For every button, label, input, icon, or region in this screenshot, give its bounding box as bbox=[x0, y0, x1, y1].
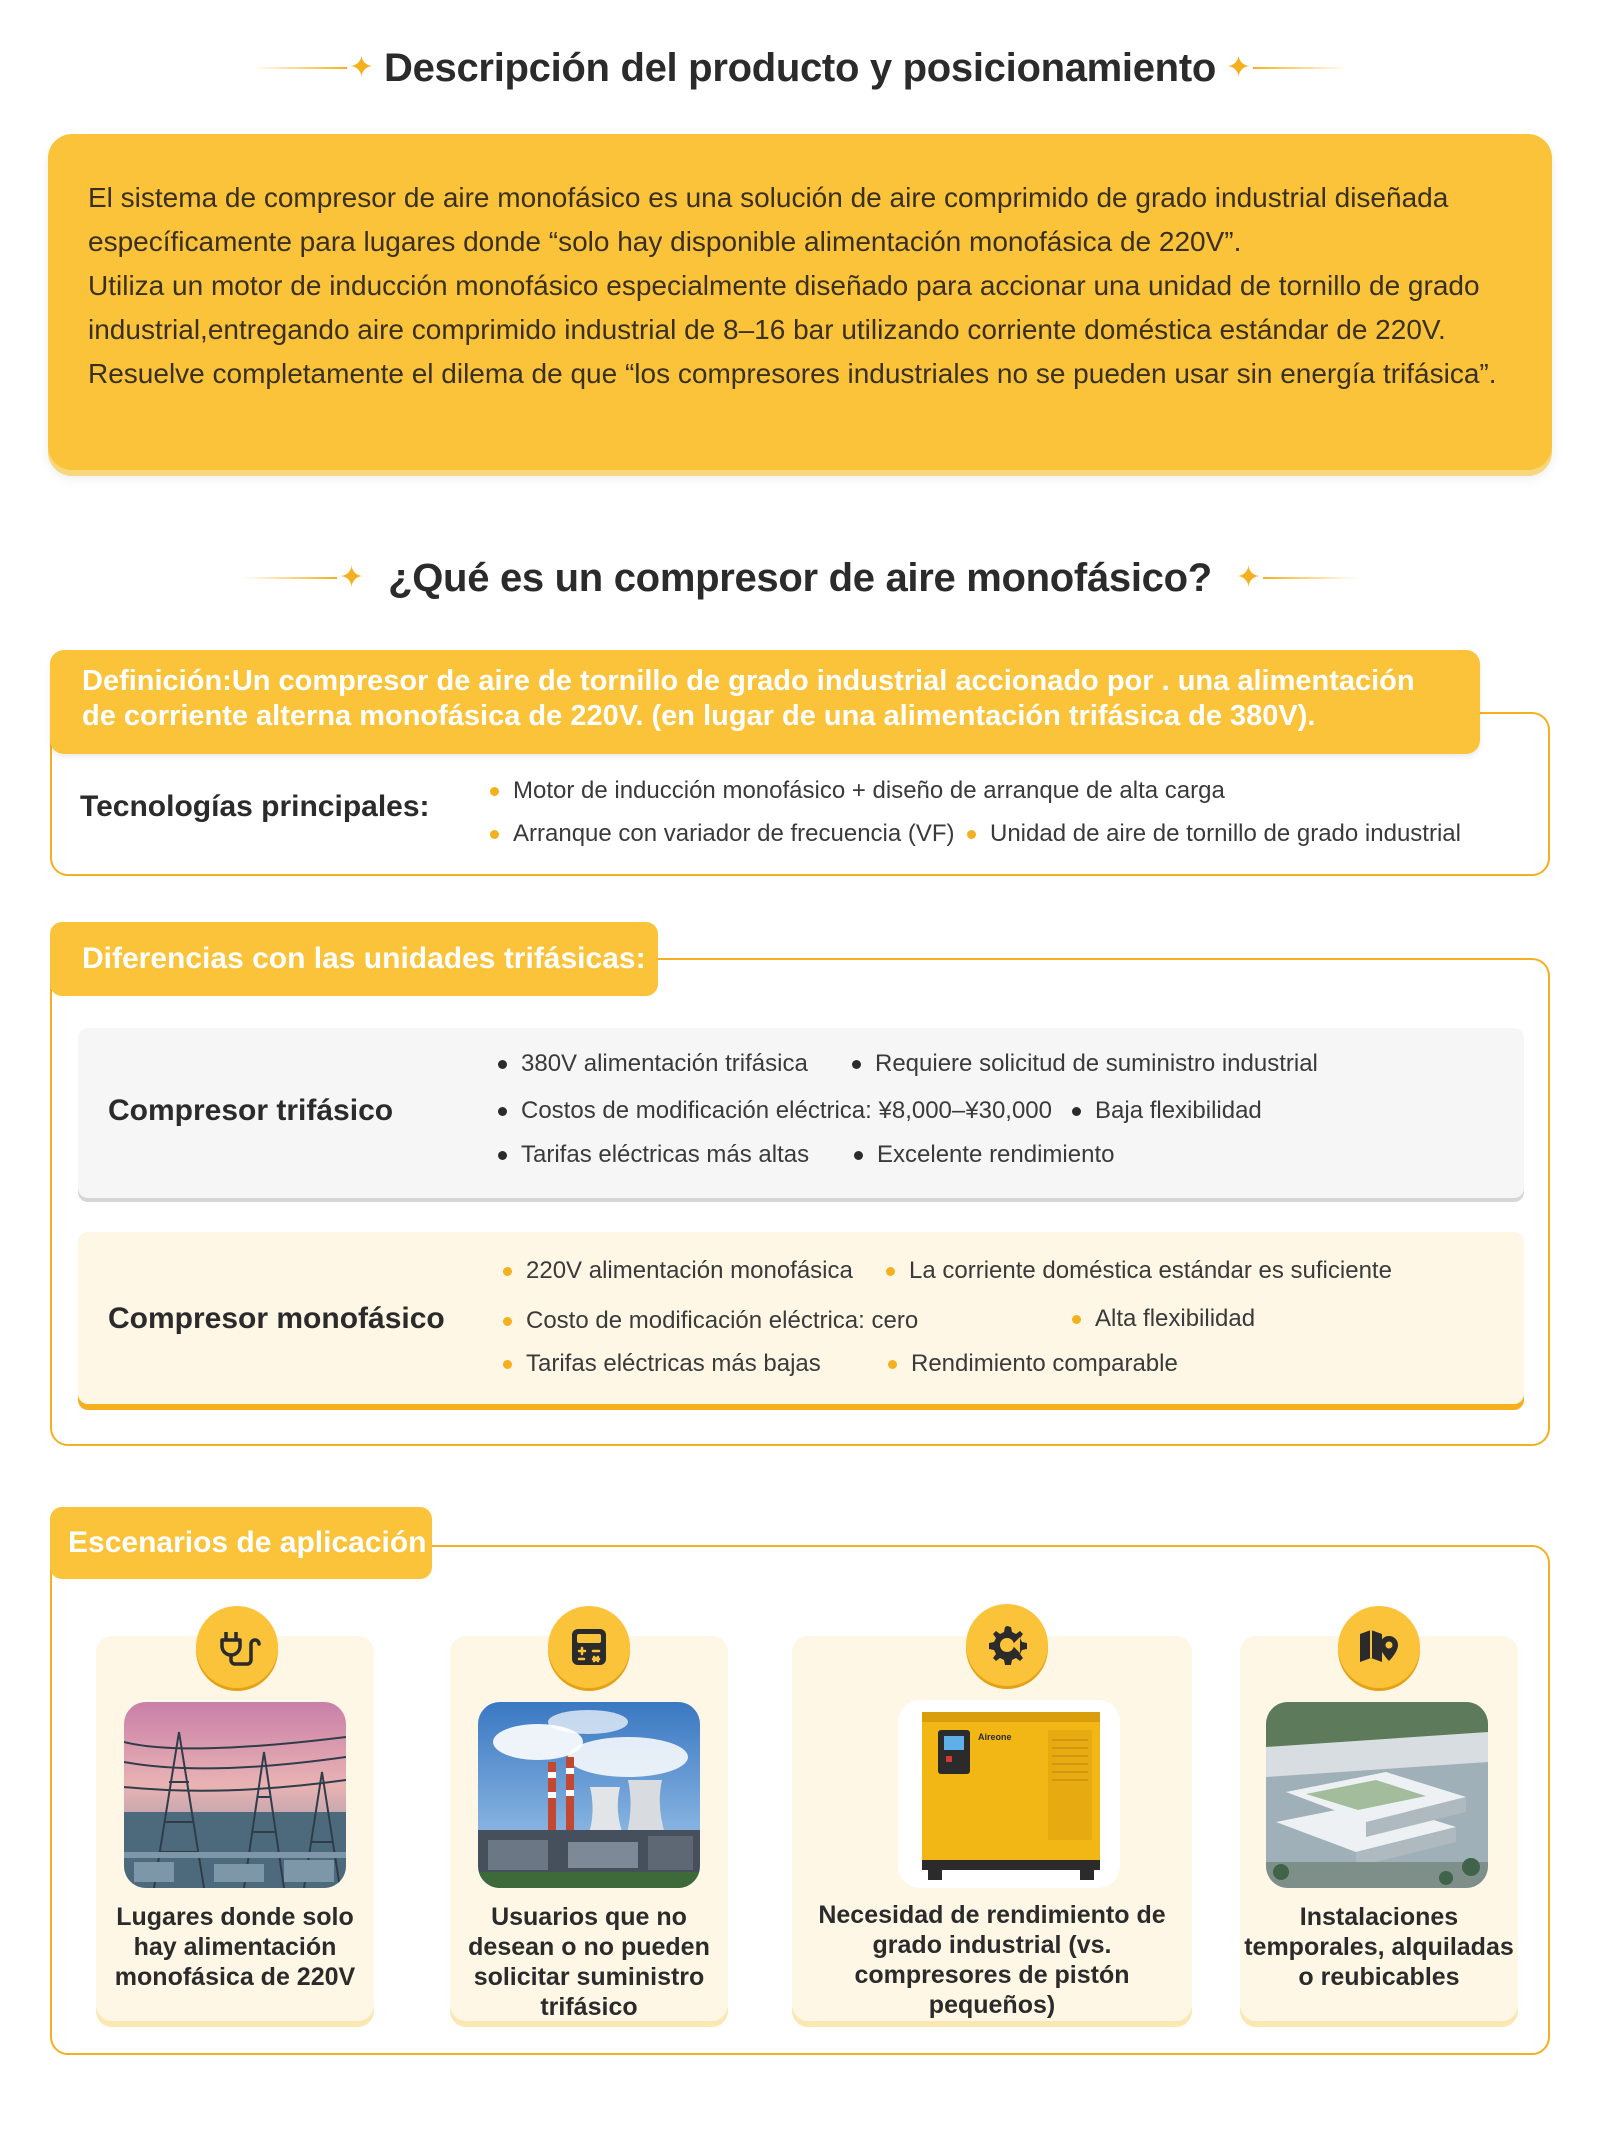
calculator-icon bbox=[548, 1606, 630, 1688]
single-phase-point: Alta flexibilidad bbox=[1072, 1305, 1255, 1333]
bullet-dot-icon bbox=[498, 1060, 507, 1069]
bullet-dot-icon bbox=[854, 1151, 863, 1160]
applications-tab: Escenarios de aplicación bbox=[50, 1507, 432, 1579]
bullet-dot-icon bbox=[886, 1267, 895, 1276]
application-text: Lugares donde solo hay alimentación monofásica de 220V bbox=[114, 1903, 356, 1991]
section-heading: ¿Qué es un compresor de aire monofásico? bbox=[388, 555, 1212, 600]
technologies-label: Tecnologías principales: bbox=[80, 790, 430, 823]
application-text: Instalaciones temporales, alquiladas o reubicables bbox=[1244, 1903, 1514, 1991]
product-description-card bbox=[48, 134, 1552, 470]
divider-line bbox=[242, 577, 337, 579]
bullet-dot-icon bbox=[498, 1107, 507, 1116]
bullet-dot-icon bbox=[1072, 1107, 1081, 1116]
sparkle-icon: ✦ bbox=[348, 51, 374, 84]
map-pin-icon bbox=[1338, 1606, 1420, 1688]
three-phase-point: Requiere solicitud de suministro industrial bbox=[852, 1050, 1318, 1078]
sparkle-icon: ✦ bbox=[1225, 51, 1252, 84]
air-compressor-photo bbox=[898, 1700, 1120, 1888]
three-phase-point: Tarifas eléctricas más altas bbox=[498, 1141, 809, 1169]
gear-icon bbox=[966, 1604, 1048, 1686]
bullet-dot-icon bbox=[503, 1360, 512, 1369]
technology-item: Arranque con variador de frecuencia (VF) bbox=[490, 820, 955, 848]
power-plant-photo bbox=[478, 1702, 700, 1888]
single-phase-label: Compresor monofásico bbox=[108, 1302, 445, 1335]
description-paragraph: Resuelve completamente el dilema de que “los compresores industriales no se pueden usar sin energía trifásica”. bbox=[88, 358, 1497, 389]
single-phase-point: La corriente doméstica estándar es suficiente bbox=[886, 1257, 1392, 1285]
three-phase-point: Excelente rendimiento bbox=[854, 1141, 1114, 1169]
three-phase-label: Compresor trifásico bbox=[108, 1094, 394, 1127]
three-phase-point: 380V alimentación trifásica bbox=[498, 1050, 808, 1078]
bullet-dot-icon bbox=[1072, 1315, 1081, 1324]
section-title-what-is bbox=[0, 548, 1600, 608]
description-paragraph: Utiliza un motor de inducción monofásico especialmente diseñado para accionar una unidad de tornillo de grado industrial,entregando aire comprimido industrial de 8–16 bar utilizando corriente doméstica estándar de 220V. bbox=[88, 270, 1480, 345]
divider-line bbox=[1263, 577, 1358, 579]
differences-tab: Diferencias con las unidades trifásicas: bbox=[50, 922, 658, 996]
technology-item: Unidad de aire de tornillo de grado industrial bbox=[967, 820, 1461, 848]
single-phase-point: Costo de modificación eléctrica: cero bbox=[503, 1307, 918, 1335]
divider-line bbox=[1253, 67, 1348, 69]
application-text: Usuarios que no desean o no pueden solicitar suministro trifásico bbox=[468, 1903, 710, 2021]
section-heading: Descripción del producto y posicionamiento bbox=[384, 45, 1216, 90]
divider-line bbox=[252, 67, 347, 69]
power-grid-photo bbox=[124, 1702, 346, 1888]
technology-item: Motor de inducción monofásico + diseño de arranque de alta carga bbox=[490, 777, 1225, 805]
application-text: Necesidad de rendimiento de grado industrial (vs. compresores de pistón pequeños) bbox=[818, 1901, 1166, 2019]
modular-building-photo bbox=[1266, 1702, 1488, 1888]
description-paragraph: El sistema de compresor de aire monofásico es una solución de aire comprimido de grado industrial diseñada específicamente para lugares donde “solo hay disponible alimentación monofásica de 220V”. bbox=[88, 182, 1449, 257]
bullet-dot-icon bbox=[498, 1151, 507, 1160]
three-phase-point: Baja flexibilidad bbox=[1072, 1097, 1262, 1125]
bullet-dot-icon bbox=[503, 1267, 512, 1276]
bullet-dot-icon bbox=[888, 1360, 897, 1369]
three-phase-point: Costos de modificación eléctrica: ¥8,000–¥30,000 bbox=[498, 1097, 1052, 1125]
single-phase-point: Tarifas eléctricas más bajas bbox=[503, 1350, 821, 1378]
single-phase-point: Rendimiento comparable bbox=[888, 1350, 1178, 1378]
sparkle-icon: ✦ bbox=[1235, 561, 1262, 594]
bullet-dot-icon bbox=[852, 1060, 861, 1069]
bullet-dot-icon bbox=[490, 787, 499, 796]
section-title-description bbox=[0, 40, 1600, 96]
single-phase-point: 220V alimentación monofásica bbox=[503, 1257, 853, 1285]
bullet-dot-icon bbox=[967, 830, 976, 839]
bullet-dot-icon bbox=[490, 830, 499, 839]
product-brand-label: Aireone bbox=[978, 1732, 1012, 1742]
definition-text: Definición:Un compresor de aire de tornillo de grado industrial accionado por . una alimentación de corriente alterna monofásica de 220V. (en lugar de una alimentación trifásica de 380V). bbox=[82, 665, 1415, 732]
sparkle-icon: ✦ bbox=[338, 561, 365, 594]
plug-icon bbox=[196, 1606, 278, 1688]
definition-banner bbox=[50, 650, 1480, 754]
bullet-dot-icon bbox=[503, 1317, 512, 1326]
